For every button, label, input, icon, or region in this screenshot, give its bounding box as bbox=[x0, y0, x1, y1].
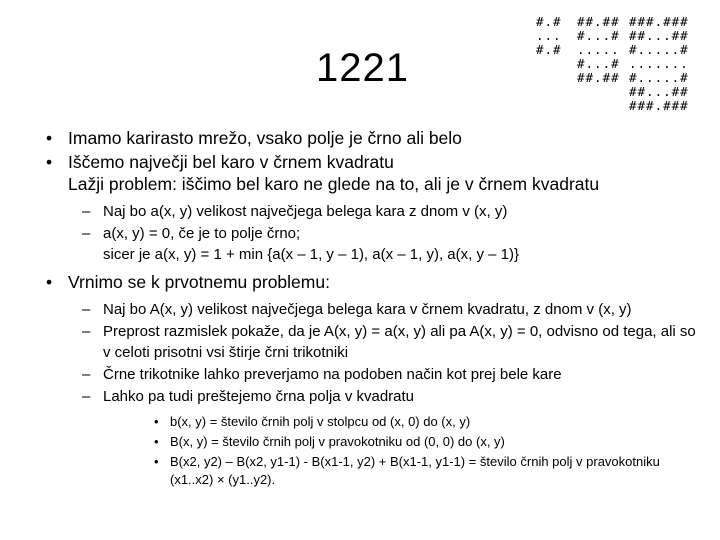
sub-item-continuation: sicer je a(x, y) = 1 + min {a(x – 1, y – 1), a(x – 1, y), a(x, y – 1)} bbox=[103, 246, 519, 263]
bullet-dot: • bbox=[154, 434, 159, 449]
bullet-dot: • bbox=[154, 414, 159, 429]
grid-example-3x3: #.# ... #.# bbox=[536, 14, 562, 57]
sub-item bbox=[82, 386, 706, 407]
bullet-list bbox=[46, 127, 706, 495]
bullet-3 bbox=[46, 271, 706, 293]
bullet-text: Vrnimo se k prvotnemu problemu: bbox=[68, 272, 330, 292]
bullet-text: Iščemo največji bel karo v črnem kvadratu bbox=[68, 152, 394, 172]
sub-sub-item bbox=[154, 433, 706, 451]
bullet-dot: • bbox=[46, 272, 53, 292]
sub-sub-item bbox=[154, 413, 706, 431]
sub-sub-item-text: B(x2, y2) – B(x2, y1-1) - B(x1-1, y2) + B(x1-1, y1-1) = število črnih polj v pravokotniku (x1..x2) × (y1..y2). bbox=[170, 454, 660, 487]
sub-item bbox=[82, 321, 706, 363]
sub-item-text: Naj bo a(x, y) velikost največjega belega kara z dnom v (x, y) bbox=[103, 203, 508, 220]
grid-example-7x7: ###.### ##...## #.....# ....... #.....# ##...## ###.### bbox=[629, 14, 689, 113]
sub-item bbox=[82, 364, 706, 385]
dash-marker: – bbox=[82, 366, 91, 383]
sub-sub-item-text: b(x, y) = število črnih polj v stolpcu od (x, 0) do (x, y) bbox=[170, 414, 471, 429]
dash-marker: – bbox=[82, 225, 91, 242]
sub-item bbox=[82, 201, 706, 222]
sub-list-a bbox=[82, 201, 706, 265]
bullet-dot: • bbox=[46, 152, 53, 172]
slide-title: 1221 bbox=[316, 46, 409, 90]
sub-item-text: Naj bo A(x, y) velikost največjega belega kara v črnem kvadratu, z dnom v (x, y) bbox=[103, 301, 632, 318]
sub-item bbox=[82, 299, 706, 320]
dash-marker: – bbox=[82, 301, 91, 318]
sub-list-b bbox=[82, 299, 706, 489]
grid-example-5x5: ##.## #...# ..... #...# ##.## bbox=[577, 14, 620, 85]
sub-sub-item-text: B(x, y) = število črnih polj v pravokotniku od (0, 0) do (x, y) bbox=[170, 434, 505, 449]
dash-marker: – bbox=[82, 203, 91, 220]
dash-marker: – bbox=[82, 388, 91, 405]
bullet-2 bbox=[46, 151, 706, 195]
bullet-text: Imamo karirasto mrežo, vsako polje je črno ali belo bbox=[68, 128, 462, 148]
bullet-dot: • bbox=[154, 454, 159, 469]
dash-marker: – bbox=[82, 323, 91, 340]
sub-item-text: Črne trikotnike lahko preverjamo na podoben način kot prej bele kare bbox=[103, 366, 562, 383]
bullet-dot: • bbox=[46, 128, 53, 148]
bullet-1 bbox=[46, 127, 706, 149]
sub-item-text: a(x, y) = 0, če je to polje črno; bbox=[103, 225, 301, 242]
sub-item-text: Lahko pa tudi preštejemo črna polja v kvadratu bbox=[103, 388, 415, 405]
sub-item-text: Preprost razmislek pokaže, da je A(x, y) = a(x, y) ali pa A(x, y) = 0, odvisno od tega, ali so v celoti prisotni vsi štirje črni trikotniki bbox=[103, 323, 696, 361]
sub-item bbox=[82, 223, 706, 265]
sub-sub-item bbox=[154, 453, 706, 489]
bullet-continuation: Lažji problem: iščimo bel karo ne glede na to, ali je v črnem kvadratu bbox=[68, 174, 600, 194]
sub-sub-list bbox=[154, 413, 706, 489]
